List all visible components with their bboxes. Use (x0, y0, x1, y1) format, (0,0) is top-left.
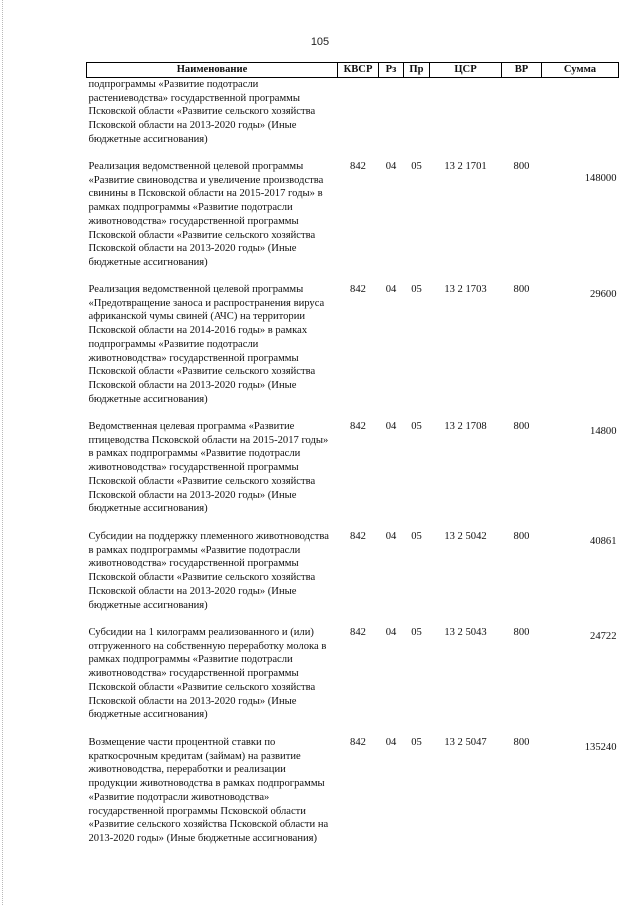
row-vr: 800 (513, 284, 530, 295)
row-pr: 05 (411, 531, 422, 542)
row-kvsr: 842 (350, 737, 366, 748)
row-sum: 135240 (584, 742, 617, 753)
header-sum: Сумма (542, 63, 619, 78)
header-rz: Рз (379, 63, 404, 78)
row-name: подпрограммы «Развитие подотрасли растениеводства» государственной программы Псковской области «Развитие сельского хозяйства Псковской области на 2013-2020 годы» (Иные бюджетные ассигнования) (88, 79, 316, 145)
table-row (87, 736, 619, 859)
row-rz: 04 (385, 284, 397, 295)
table-row (87, 160, 619, 283)
row-rz: 04 (385, 421, 397, 432)
row-rz: 04 (385, 627, 397, 638)
row-kvsr (338, 78, 379, 161)
row-sum: 14800 (590, 426, 617, 437)
row-sum: 29600 (590, 289, 617, 300)
row-vr: 800 (513, 627, 530, 638)
row-vr: 800 (513, 531, 530, 542)
row-vr: 800 (513, 737, 530, 748)
scan-edge (2, 0, 4, 905)
row-pr: 05 (411, 737, 422, 748)
row-rz: 04 (385, 161, 397, 172)
row-name: Субсидии на поддержку племенного животноводства в рамках подпрограммы «Развитие подотрасли животноводства» государственной программы Псковской области «Развитие сельского хозяйства Псковской области на 2013-2020 годы» (Иные бюджетные ассигнования) (88, 531, 329, 611)
table-row (87, 420, 619, 530)
row-csr (430, 78, 502, 161)
row-name: Возмещение части процентной ставки по краткосрочным кредитам (займам) на развитие животноводства, переработки и реализации продукции животноводства в рамках подпрограммы «Развитие подотрасли животноводства» государственной программы Псковской области «Развитие сельского хозяйства Псковской области на 2013-2020 годы» (Иные бюджетные ассигнования) (88, 737, 329, 844)
header-name: Наименование (87, 63, 338, 78)
row-pr (404, 78, 430, 161)
row-pr: 05 (411, 421, 422, 432)
row-kvsr: 842 (350, 161, 366, 172)
page-number: 105 (310, 36, 330, 48)
row-sum: 40861 (590, 536, 617, 547)
row-kvsr: 842 (350, 531, 366, 542)
budget-table (86, 62, 619, 859)
row-csr: 13 2 5042 (444, 531, 487, 542)
row-vr (502, 78, 542, 161)
table-header-row (87, 63, 619, 78)
header-kvsr: КВСР (338, 63, 379, 78)
table-row (87, 530, 619, 626)
row-pr: 05 (411, 627, 422, 638)
row-name: Реализация ведомственной целевой программы «Предотвращение заноса и распространения вируса африканской чумы свиней (АЧС) на территории Псковской области на 2014-2016 годы» в рамках подпрограммы «Развитие подотрасли животноводства» государственной программы Псковской области «Развитие сельского хозяйства Псковской области на 2013-2020 годы» (Иные бюджетные ассигнования) (88, 284, 325, 405)
row-name: Субсидии на 1 килограмм реализованного и (или) отгруженного на собственную переработку молока в рамках подпрограммы «Развитие подотрасли животноводства» государственной программы Псковской области «Развитие сельского хозяйства Псковской области на 2013-2020 годы» (Иные бюджетные ассигнования) (88, 627, 327, 721)
row-vr: 800 (513, 161, 530, 172)
row-vr: 800 (513, 421, 530, 432)
row-pr: 05 (411, 161, 422, 172)
header-pr: Пр (404, 63, 430, 78)
header-vr: ВР (502, 63, 542, 78)
row-kvsr: 842 (350, 627, 366, 638)
table-row (87, 626, 619, 736)
row-sum (542, 78, 619, 161)
row-rz: 04 (385, 737, 397, 748)
row-name: Реализация ведомственной целевой программы «Развитие свиноводства и увеличение производства свинины в Псковской области на 2015-2017 годы» в рамках подпрограммы «Развитие подотрасли животноводства» государственной программы Псковской области «Развитие сельского хозяйства Псковской области на 2013-2020 годы» (Иные бюджетные ассигнования) (88, 161, 324, 268)
row-rz (379, 78, 404, 161)
row-pr: 05 (411, 284, 422, 295)
header-csr: ЦСР (430, 63, 502, 78)
row-csr: 13 2 1703 (444, 284, 487, 295)
row-csr: 13 2 5047 (444, 737, 487, 748)
row-kvsr: 842 (350, 284, 366, 295)
row-csr: 13 2 1708 (444, 421, 487, 432)
row-kvsr: 842 (350, 421, 366, 432)
row-sum: 148000 (584, 173, 617, 184)
row-csr: 13 2 5043 (444, 627, 487, 638)
table-row (87, 78, 619, 161)
row-rz: 04 (385, 531, 397, 542)
row-name: Ведомственная целевая программа «Развитие птицеводства Псковской области на 2015-2017 годы» в рамках подпрограммы «Развитие подотрасли животноводства» государственной программы Псковской области «Развитие сельского хозяйства Псковской области на 2013-2020 годы» (Иные бюджетные ассигнования) (88, 421, 329, 515)
row-sum: 24722 (590, 631, 617, 642)
row-csr: 13 2 1701 (444, 161, 487, 172)
table-row (87, 283, 619, 420)
